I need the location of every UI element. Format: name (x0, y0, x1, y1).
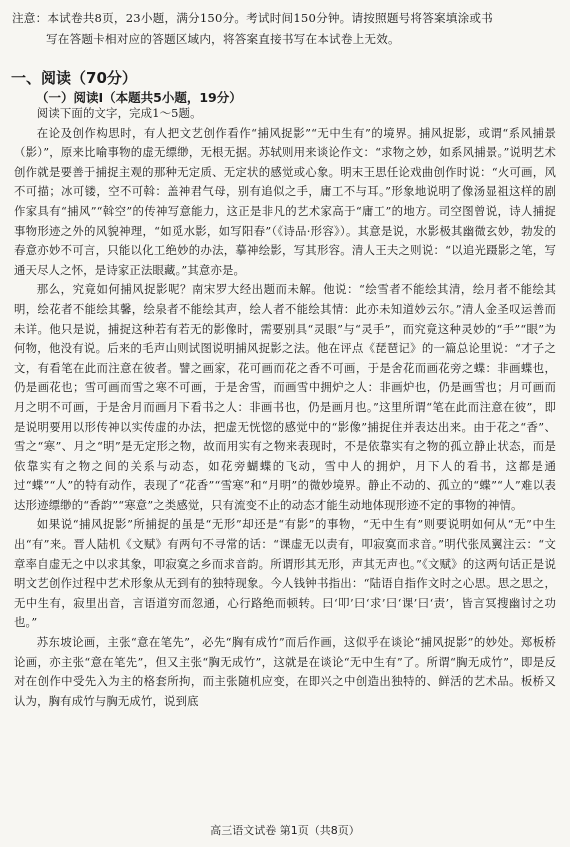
passage-paragraph-3: 如果说“捕风捉影”所捕捉的虽是“无形”却还是“有影”的事物，“无中生有”则要说明如何从“无”中生出“有”来。晋人陆机《文赋》有两句不寻常的话：“课虚无以责有，叩寂寞而求音。”明代张凤翼注云：“文章率自虚无之中以求其象，叩寂寞之乡而求音韵。所谓形其无形，声其无声也。”《文赋》的这两句话正是说明文艺创作过程中艺术形象从无到有的独特现象。今人钱钟书指出：“陆语自指作文时之心思。思之思之，无中生有，寂里出音，言语道穷而忽通，心行路绝而顿转。曰‘叩’曰‘求’曰‘课’曰‘责’，皆言冥搜幽讨之功也。” (14, 517, 556, 630)
page-footer: 高三语文试卷 第1页（共8页） (210, 824, 360, 837)
passage-paragraph-2: 那么，究竟如何捕风捉影呢？南宋罗大经出题而未解。他说：“绘雪者不能绘其清，绘月者不能绘其明，绘花者不能绘其馨，绘泉者不能绘其声，绘人者不能绘其情：此亦未知道妙云尔。”清人金圣叹运善而未详。他只是说，捕捉这种若有若无的影像时，需要别具“灵眼”与“灵手”，而究竟这种灵妙的“手”“眼”为何物，他没有说。后来的毛声山则试图说明捕风捉影之法。他在评点《琵琶记》的一篇总论里说：“才子之文，有看笔在此而注意在彼者。譬之画家，花可画而花之香不可画，于是舍花而画花旁之蝶：非画蝶也，仍是画花也；雪可画而雪之寒不可画，于是舍雪，而画雪中拥炉之人：非画炉也，仍是画雪也；月可画而月之明不可画，于是舍月而画月下看书之人：非画书也，仍是画月也。”这里所谓“笔在此而注意在彼”，即是说明要用以形传神以实传虚的办法，把虚无恍惚的感觉中的“影像”捕捉住并表达出来。由于花之“香”、雪之“寒”、月之“明”是无定形之物，故而用实有之物来表现时，不是依靠实有之物的孤立静止状态，而是依靠实有之物之间的关系与动态，如花旁蝴蝶的飞动，雪中人的拥炉，月下人的看书，这都是通过“蝶”“人”的特有动作，表现了“花香”“雪寒”和“月明”的微妙境界。静止不动的、孤立的“蝶”“人”难以表达形迹缥缈的“香韵”“寒意”之类感觉，只有流变不止的动态才能生动地体现形迹不定的事物的神情。 (14, 282, 556, 512)
passage-paragraph-1: 在论及创作构思时，有人把文艺创作看作“捕风捉影”“无中生有”的境界。捕风捉影，或谓“系风捕景（影）”，原来比喻事物的虚无缥缈，无根无据。苏轼则用来谈论作文：“求物之妙，如系风捕景。”说明艺术创作就是要善于捕捉主观的那种无定质、无定状的感觉或心象。明末王思任论戏曲创作时说：“火可画，风不可描；冰可镂，空不可斡：盖神君气母，别有追似之手，庸工不与耳。”形象地说明了像汤显祖这样的剧作家具有“捕风”“斡空”的传神写意能力，这正是非凡的艺术家高于“庸工”的地方。司空图曾说，诗人捕捉事物形迹之外的风貌神理，“如觅水影，如写阳春”（《诗品·形容》）。其意是说，水影极其幽微玄妙，勃发的春意亦妙不可言，只能以化工绝妙的办法，摹神绘影，写其形容。清人王夫之则说：“以追光蹑影之笔，写通天尽人之怀，是诗家正法眼藏。”其意亦是。 (14, 125, 556, 277)
notice-line-1: 注意：本试卷共8页，23小题，满分150分。考试时间150分钟。请按照题号将答案填涂或书 (12, 11, 493, 25)
instruction-text: 阅读下面的文字，完成1～5题。 (36, 106, 202, 120)
subsection-title: （一）阅读Ⅰ（本题共5小题，19分） (36, 90, 242, 105)
notice-line-2: 写在答题卡相对应的答题区域内，将答案直接书写在本试卷上无效。 (46, 32, 400, 46)
section-title: 一、阅读（70分） (11, 69, 137, 87)
reading-passage (14, 104, 556, 711)
passage-paragraph-4: 苏东坡论画，主张“意在笔先”，必先“胸有成竹”而后作画，这似乎在谈论“捕风捉影”的妙处。郑板桥论画，亦主张“意在笔先”，但又主张“胸无成竹”，这就是在谈论“无中生有”了。所谓“胸无成竹”，即是反对在创作中受先入为主的格套所拘，而主张随机应变，在即兴之中创造出独特的、鲜活的艺术品。板桥又认为，胸有成竹与胸无成竹，说到底 (14, 635, 556, 708)
exam-notice (12, 8, 560, 50)
